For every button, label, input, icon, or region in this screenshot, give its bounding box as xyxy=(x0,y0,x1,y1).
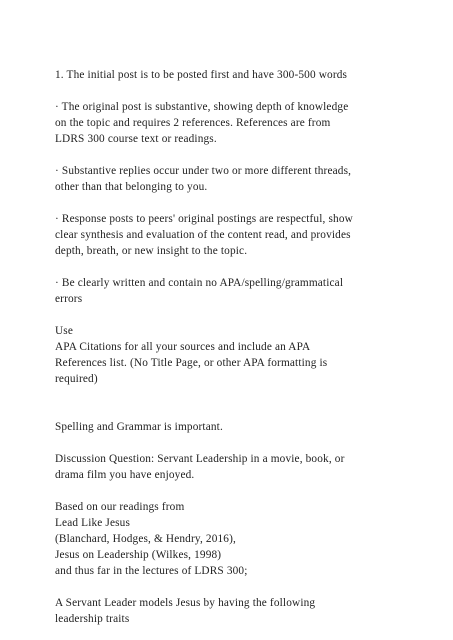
paragraph-servant-leader-traits: A Servant Leader models Jesus by having the following leadership traits xyxy=(55,597,316,625)
paragraph-initial-post: 1. The initial post is to be posted first and have 300-500 words xyxy=(55,69,348,81)
document-body xyxy=(55,67,415,627)
paragraph-spelling-grammar: Spelling and Grammar is important. xyxy=(55,421,223,433)
paragraph-discussion-question: Discussion Question: Servant Leadership in a movie, book, or drama film you have enjoyed. xyxy=(55,453,345,481)
paragraph-apa-citations: Use APA Citations for all your sources and include an APA References list. (No Title Page, or other APA formatting is required) xyxy=(55,325,328,385)
paragraph-original-post-bullet: · The original post is substantive, showing depth of knowledge on the topic and requires 2 references. References are from LDRS 300 course text or readings. xyxy=(55,101,349,145)
paragraph-clearly-written-bullet: · Be clearly written and contain no APA/spelling/grammatical errors xyxy=(55,277,344,305)
paragraph-readings: Based on our readings from Lead Like Jesus (Blanchard, Hodges, & Hendry, 2016), Jesus on Leadership (Wilkes, 1998) and thus far in the lectures of LDRS 300; xyxy=(55,501,248,577)
paragraph-response-posts-bullet: · Response posts to peers' original postings are respectful, show clear synthesis and evaluation of the content read, and provides depth, breath, or new insight to the topic. xyxy=(55,213,353,257)
paragraph-substantive-replies-bullet: · Substantive replies occur under two or more different threads, other than that belonging to you. xyxy=(55,165,352,193)
